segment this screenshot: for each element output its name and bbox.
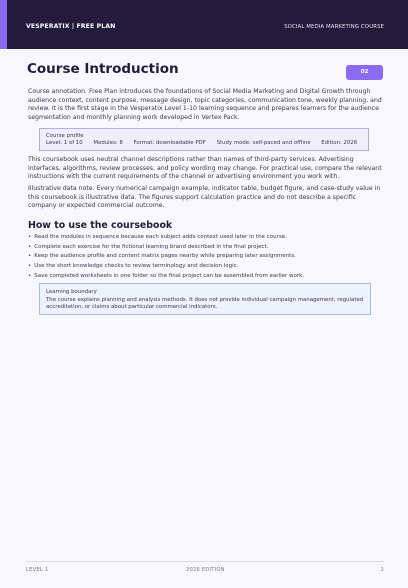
- learning-boundary-title: Learning boundary: [46, 289, 97, 295]
- list-item: • Save completed worksheets in one folder so the final project can be assembled from earlier work.: [28, 272, 305, 279]
- page-header: [0, 0, 408, 49]
- course-annotation: Course annotation. Free Plan introduces the foundations of Social Media Marketing and Digital Growth through audience context, content purpose, message design, topic categories, communication tone, weekly planning, and review. It is the first stage in the Vesperatix Level 1-10 learning sequence and prepares learners for the audience segmentation and monthly planning work developed in Vertex Pack.: [28, 88, 382, 121]
- list-item: • Complete each exercise for the fictional learning brand described in the final project.: [28, 243, 269, 250]
- footer-page-number: 2: [380, 567, 384, 573]
- footer-level: LEVEL 1: [26, 567, 49, 573]
- course-profile-box: [39, 128, 369, 151]
- list-item: • Use the short knowledge checks to review terminology and decision logic.: [28, 263, 239, 270]
- footer-divider: [26, 561, 384, 562]
- page-number-badge: 02: [346, 65, 383, 80]
- profile-study-mode: Study mode: self-paced and offline: [216, 140, 311, 146]
- neutral-channel-note: This coursebook uses neutral channel descriptions rather than names of third-party services. Advertising interfaces, algorithms, review processes, and policy wording may change. For practical use, compare the relevant instructions with the current requirements of the channel or advertising environment you work with.: [28, 156, 382, 181]
- learning-boundary-text: The course explains planning and analysis methods. It does not provide individual campaign management, regulated accreditation, or claims about particular commercial indicators.: [46, 296, 364, 311]
- page-title: Course Introduction: [27, 61, 179, 77]
- profile-format: Format: downloadable PDF: [133, 140, 206, 146]
- course-profile-title: Course profile: [46, 133, 84, 139]
- course-profile-meta: [46, 140, 362, 147]
- footer-edition: 2026 EDITION: [186, 567, 225, 573]
- profile-level: Level: 1 of 10: [46, 140, 83, 146]
- how-to-heading: How to use the coursebook: [28, 220, 173, 231]
- brand-label: VESPERATIX | FREE PLAN: [26, 23, 116, 30]
- list-item: • Keep the audience profile and content matrix pages nearby while preparing later assignments.: [28, 253, 296, 260]
- profile-edition: Edition: 2026: [321, 140, 358, 146]
- illustrative-data-note: Illustrative data note. Every numerical campaign example, indicator table, budget figure, and case-study value in this coursebook is illustrative data. The figures support calculation practice and do not describe a specific company or expected commercial outcome.: [28, 185, 381, 210]
- header-accent-bar: [0, 0, 7, 49]
- list-item: • Read the modules in sequence because each subject adds context used later in the course.: [28, 234, 287, 240]
- how-to-list: [28, 233, 378, 282]
- profile-modules: Modules: 8: [93, 140, 123, 146]
- learning-boundary-box: [39, 283, 371, 315]
- course-name: SOCIAL MEDIA MARKETING COURSE: [284, 23, 384, 30]
